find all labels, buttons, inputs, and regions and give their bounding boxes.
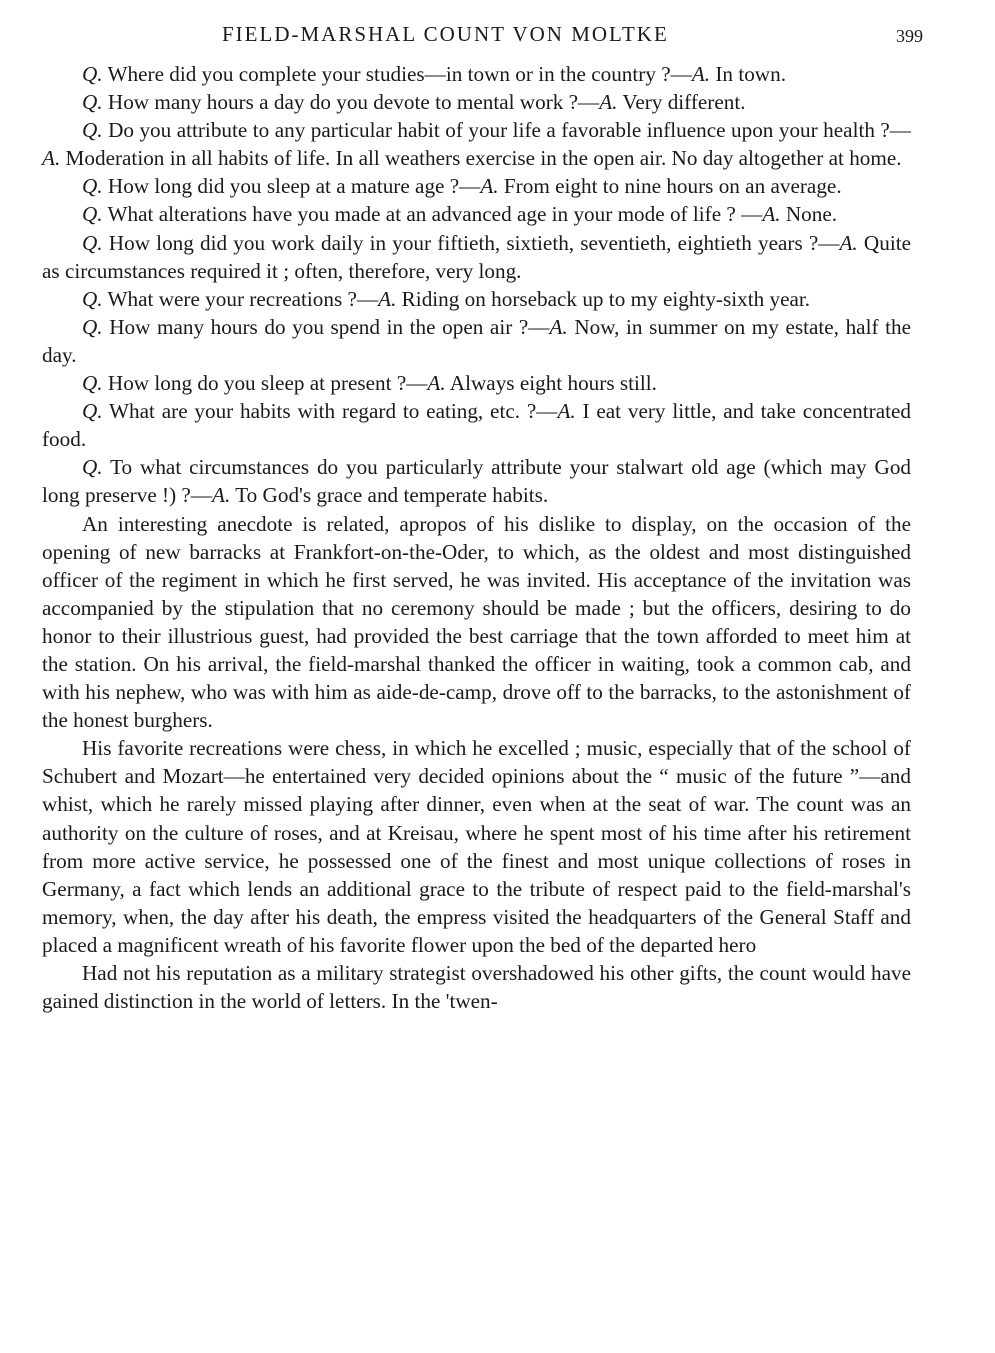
qa-item	[42, 369, 911, 397]
answer-label: A.	[839, 230, 858, 255]
answer-label: A.	[42, 146, 61, 171]
anecdote-paragraph: An interesting anecdote is related, apropos of his dislike to display, on the occasion of the opening of new barracks at Frankfort-on-the-Oder, to which, as the oldest and most distinguished officer of the regiment in which he first served, he was invited. His acceptance of the invitation was accompanied by the stipulation that no ceremony should be made ; but the officers, desiring to do honor to their illustrious guest, had provided the best carriage that the town afforded to meet him at the station. On his arrival, the field-marshal thanked the officer in waiting, took a common cab, and with his nephew, who was with him as aide-de-camp, drove off to the barracks, to the astonishment of the honest burghers.	[42, 511, 911, 733]
question-text: Where did you complete your studies—in town or in the country ?—	[102, 62, 692, 86]
question-text: Do you attribute to any particular habit of your life a favorable influence upon your health ?—	[102, 118, 911, 143]
answer-label: A.	[212, 483, 231, 508]
question-label: Q.	[82, 230, 103, 255]
answer-label: A.	[599, 90, 618, 115]
page-header	[42, 18, 923, 50]
qa-item	[42, 200, 911, 228]
question-text: To what circumstances do you particularly attribute your stalwart old age (which may God long preserve !) ?—	[42, 455, 911, 508]
answer-text: Very different.	[617, 90, 746, 115]
answer-label: A.	[549, 314, 568, 339]
qa-item	[42, 172, 911, 200]
qa-item	[42, 313, 911, 369]
question-text: How many hours a day do you devote to mental work ?—	[102, 90, 600, 115]
running-head: FIELD-MARSHAL COUNT VON MOLTKE	[222, 22, 669, 46]
answer-text: From eight to nine hours on an average.	[498, 174, 842, 199]
question-label: Q.	[82, 371, 103, 396]
question-label: Q.	[82, 118, 103, 143]
question-label: Q.	[82, 202, 103, 227]
answer-text: To God's grace and temperate habits.	[230, 483, 549, 508]
qa-item	[42, 60, 911, 88]
qa-item	[42, 285, 911, 313]
question-text: How long did you work daily in your fiftieth, sixtieth, seventieth, eightieth years ?—	[102, 230, 840, 255]
answer-text: Always eight hours still.	[445, 371, 657, 396]
question-label: Q.	[82, 455, 103, 480]
question-text: What alterations have you made at an advanced age in your mode of life ? —	[102, 202, 763, 227]
answer-text: Riding on horseback up to my eighty-sixth year.	[396, 286, 811, 311]
answer-label: A.	[378, 286, 397, 311]
question-label: Q.	[82, 174, 103, 199]
question-text: What are your habits with regard to eating, etc. ?—	[102, 399, 558, 424]
answer-label: A.	[557, 399, 576, 424]
answer-text: In town.	[710, 62, 786, 86]
answer-text: Quite as circumstances required it ; often, therefore, very long.	[42, 230, 911, 283]
question-text: How many hours do you spend in the open air ?—	[102, 314, 550, 339]
recreations-paragraph: His favorite recreations were chess, in which he excelled ; music, especially that of the school of Schubert and Mozart—he entertained very decided opinions about the “ music of the future ”—and whist, which he rarely missed playing after dinner, even when at the seat of war. The count was an authority on the culture of roses, and at Kreisau, where he spent most of his time after his retirement from more active service, he possessed one of the finest and most unique collections of roses in Germany, a fact which lends an additional grace to the tribute of respect paid to the field-marshal's memory, when, the day after his death, the empress visited the headquarters of the General Staff and placed a magnificent wreath of his favorite flower upon the bed of the departed hero	[42, 736, 911, 957]
question-label: Q.	[82, 286, 103, 311]
page-number: 399	[896, 26, 923, 46]
qa-item	[42, 453, 911, 509]
answer-text: I eat very little, and take concentrated food.	[42, 399, 911, 452]
answer-label: A.	[427, 371, 446, 396]
question-text: How long do you sleep at present ?—	[102, 371, 428, 396]
answer-text: Moderation in all habits of life. In all weathers exercise in the open air. No day altogether at home.	[60, 146, 902, 171]
question-label: Q.	[82, 314, 103, 339]
answer-text: Now, in summer on my estate, half the day.	[42, 314, 911, 367]
answer-label: A.	[762, 202, 781, 227]
question-label: Q.	[82, 399, 103, 424]
interview-qa-list	[42, 60, 911, 510]
question-text: How long did you sleep at a mature age ?—	[102, 174, 481, 199]
question-label: Q.	[82, 90, 103, 115]
answer-text: None.	[780, 202, 838, 227]
qa-item	[42, 397, 911, 453]
qa-item	[42, 88, 911, 116]
qa-item	[42, 116, 911, 172]
letters-paragraph: Had not his reputation as a military strategist overshadowed his other gifts, the count would have gained distinction in the world of letters. In the 'twen-	[42, 961, 911, 1014]
answer-label: A.	[480, 174, 499, 199]
answer-label: A.	[691, 62, 711, 86]
question-text: What were your recreations ?—	[102, 286, 379, 311]
qa-item	[42, 229, 911, 285]
question-label: Q.	[82, 62, 103, 86]
